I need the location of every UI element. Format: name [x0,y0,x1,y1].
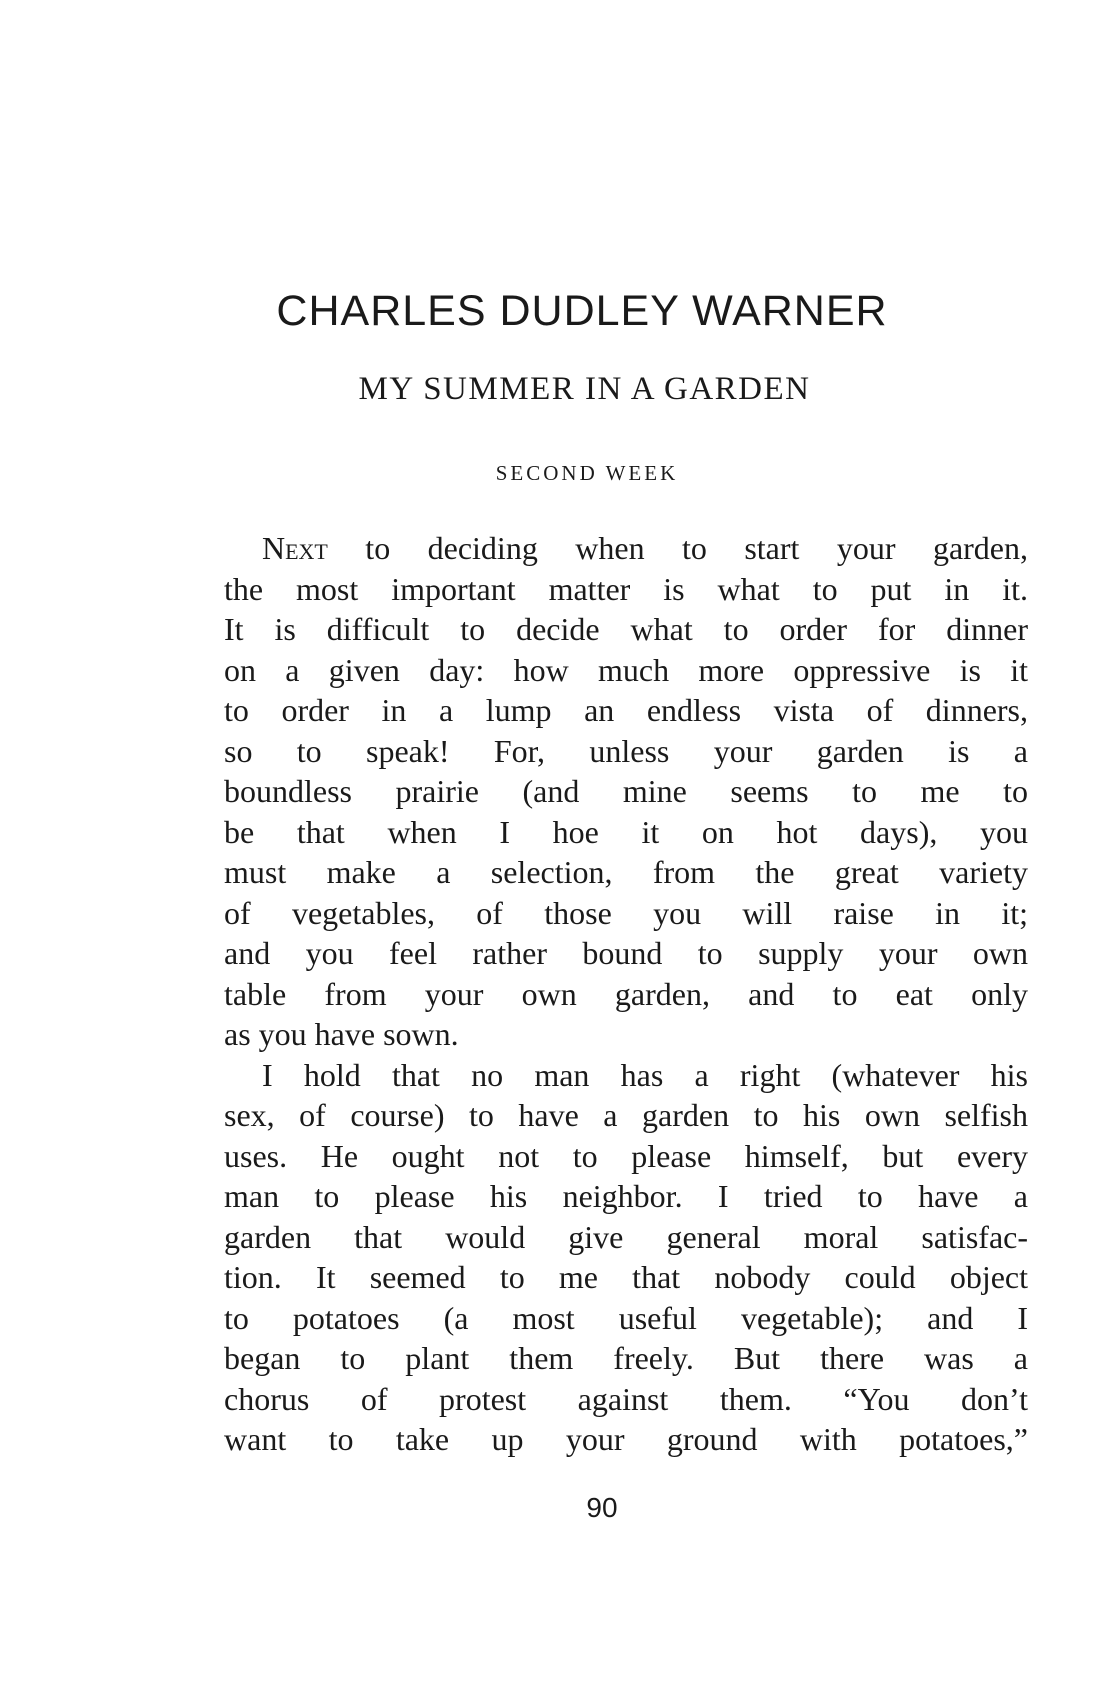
section-heading: SECOND WEEK [495,461,679,485]
paragraph-line: I hold that no man has a right (whatever his [262,1056,1028,1093]
paragraph-line: to order in a lump an endless vista of dinners, [224,692,1028,728]
paragraph-line [224,528,1028,569]
author-heading: CHARLES DUDLEY WARNER [276,287,888,335]
paragraph-line: sex, of course) to have a garden to his own selfish [224,1097,1028,1133]
paragraph-line: of vegetables, of those you will raise in it; [224,894,1028,931]
paragraph-line: on a given day: how much more oppressive is it [224,651,1028,688]
opening-word: Next [262,530,328,566]
paragraph-line: began to plant them freely. But there was a [224,1340,1028,1376]
paragraph-line: to potatoes (a most useful vegetable); and I [224,1299,1028,1336]
paragraph-line: tion. It seemed to me that nobody could object [224,1259,1028,1295]
body-text [224,528,1028,1460]
paragraph-line: must make a selection, from the great variety [224,854,1028,890]
paragraph-line: uses. He ought not to please himself, but every [224,1137,1028,1174]
paragraph-line: It is difficult to decide what to order for dinner [224,611,1028,647]
paragraph-line: and you feel rather bound to supply your own [224,935,1028,971]
paragraph-line: chorus of protest against them. “You don’t [224,1380,1028,1417]
paragraph-1 [224,528,1028,1055]
work-title: MY SUMMER IN A GARDEN [358,371,811,407]
paragraph-line: want to take up your ground with potatoes,” [224,1421,1028,1457]
paragraph-line: the most important matter is what to put in it. [224,570,1028,607]
paragraph-line: so to speak! For, unless your garden is a [224,732,1028,769]
paragraph-line: boundless prairie (and mine seems to me to [224,773,1028,809]
page-number: 90 [586,1492,618,1523]
paragraph-line: man to please his neighbor. I tried to have a [224,1178,1028,1214]
paragraph-line: table from your own garden, and to eat only [224,975,1028,1012]
paragraph-2 [224,1055,1028,1460]
line-text: to deciding when to start your garden, [327,530,1028,566]
paragraph-line: as you have sown. [224,1016,459,1052]
paragraph-line: be that when I hoe it on hot days), you [224,813,1028,850]
paragraph-line: garden that would give general moral satisfac- [224,1218,1028,1255]
